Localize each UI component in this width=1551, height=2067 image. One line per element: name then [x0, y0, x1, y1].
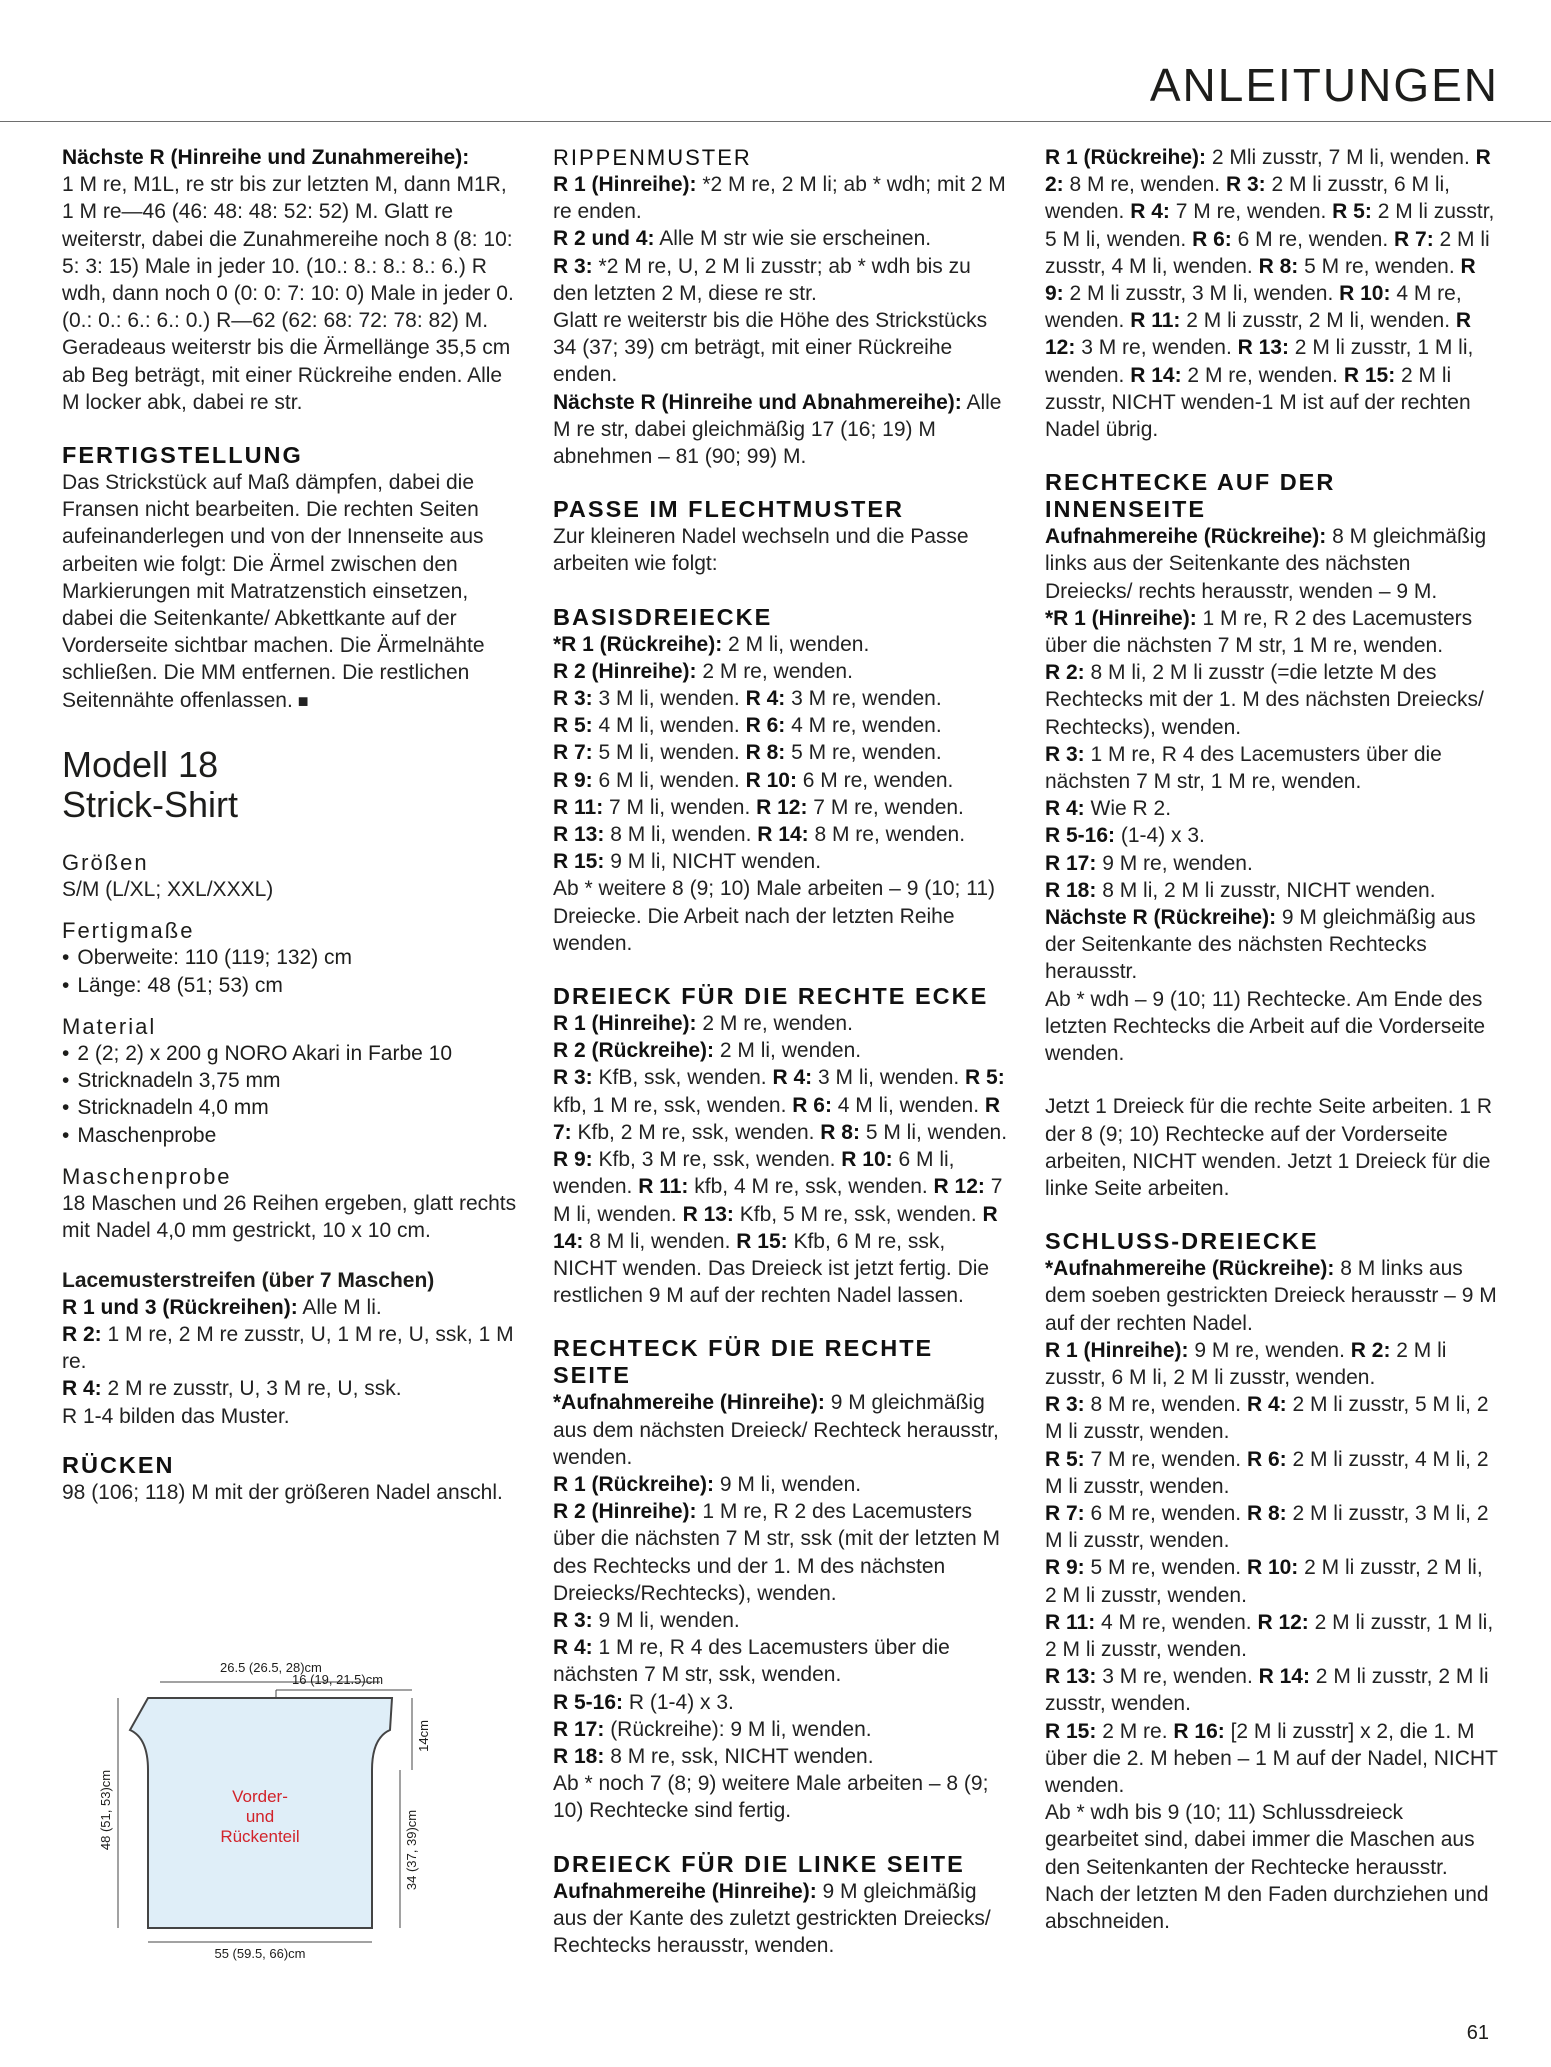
column-3 — [1045, 144, 1500, 1961]
row-label: *Aufnahmereihe (Rückreihe): — [1045, 1257, 1335, 1281]
material-block — [62, 1013, 517, 1149]
row-label: R 17: — [553, 1717, 605, 1741]
left-triangle-block — [553, 1851, 1008, 1960]
lace-heading: Lacemusterstreifen (über 7 Maschen) — [62, 1268, 435, 1292]
row-text: 8 M re, wenden. — [1084, 1393, 1247, 1417]
instruction-row — [1045, 904, 1500, 986]
rib-row-label: Nächste R (Hinreihe und Abnahmereihe): — [553, 390, 962, 414]
row-label: R 14: — [553, 1202, 998, 1253]
row-label: R 8: — [1246, 1501, 1287, 1525]
list-item: • Länge: 48 (51; 53) cm — [62, 972, 517, 999]
top-width-label: 26.5 (26.5, 28)cm — [220, 1660, 322, 1675]
row-text: 6 M li, wenden. — [553, 1148, 955, 1199]
right-rectangle-block — [553, 1335, 1008, 1824]
row-text: 2 M li zusstr, 1 M li, wenden. — [1045, 336, 1474, 387]
row-text: Kfb, 3 M re, ssk, wenden. — [592, 1148, 842, 1172]
row-label: R 12: — [933, 1175, 985, 1199]
section-title: ANLEITUNGEN — [1149, 59, 1499, 111]
inner-rectangles-block — [1045, 469, 1500, 1067]
sizes-heading: Größen — [62, 849, 149, 875]
rib-row-text: *2 M re, U, 2 M li zusstr; ab * wdh bis zu den letzten 2 M, diese re str. — [553, 254, 971, 305]
row-label: R 5: — [1045, 1447, 1085, 1471]
row-text: 5 M re, wenden. — [1298, 254, 1461, 278]
list-item: • Maschenprobe — [62, 1122, 517, 1149]
row-label: R 4: — [1130, 200, 1170, 224]
rib-heading: RIPPENMUSTER — [553, 145, 752, 170]
row-label: R 14: — [1258, 1665, 1310, 1689]
model-name: Strick-Shirt — [62, 783, 239, 825]
increase-row-text: 1 M re, M1L, re str bis zur letzten M, dann M1R, 1 M re—46 (46: 48: 48: 52: 52) M. Glatt re weiterstr, dabei die Zunahmereihe noch 8 (8: 10: 5: 3: 15) Male in jeder 10. (10.: 8.: 8.: 8.: 6.) R wdh, dann noch 0 (0: 0: 7: 10: 0) Male in jeder 0. (0.: 0.: 6.: 6.: 0.) R—62 (62: 68: 72: 78: 82) M. Geradeaus weiterstr bis die Ärmellänge 35,5 cm ab Beg beträgt, mit einer Rückreihe enden. Alle M locker abk, dabei re str. — [62, 173, 514, 414]
row-label: R 7: — [553, 741, 593, 765]
row-label: R 6: — [745, 714, 786, 738]
final-triangles-heading: SCHLUSS-DREIECKE — [1045, 1228, 1319, 1255]
row-text: 2 M li, wenden. — [722, 632, 870, 656]
instruction-row — [553, 658, 1008, 685]
row-label: R 15: — [1045, 1719, 1097, 1743]
row-text: R (1-4) x 3. — [623, 1690, 734, 1714]
instruction-row — [1045, 850, 1500, 877]
row-label: *R 1 (Hinreihe): — [1045, 606, 1197, 630]
back-heading: RÜCKEN — [62, 1451, 175, 1478]
row-text: 6 M re, wenden. — [1231, 227, 1395, 251]
row-text: (Rückreihe): 9 M li, wenden. — [604, 1717, 872, 1741]
row-label: R 16: — [1173, 1719, 1225, 1743]
row-label: R 5-16: — [553, 1690, 624, 1714]
row-text: 4 M li, wenden. — [831, 1093, 985, 1117]
row-label: R 1 (Rückreihe): — [553, 1472, 715, 1496]
yoke-heading: PASSE IM FLECHTMUSTER — [553, 496, 904, 523]
instruction-row — [553, 1037, 1008, 1064]
row-label: *Aufnahmereihe (Hinreihe): — [553, 1391, 825, 1415]
instruction-row — [1045, 877, 1500, 904]
instruction-row — [1045, 1255, 1500, 1337]
row-text: 2 M li zusstr, 2 M li, wenden. — [1180, 309, 1456, 333]
row-label: R 15: — [1343, 363, 1396, 387]
instruction-row — [1045, 795, 1500, 822]
row-label: R 12: — [1045, 309, 1472, 360]
row-text: 9 M li, NICHT wenden. — [604, 850, 822, 874]
row-text: 1 M re, R 4 des Lacemusters über die nächsten 7 M str, ssk, wenden. — [553, 1636, 950, 1687]
row-text: 8 M gleichmäßig links aus der Seitenkante des nächsten Dreiecks/ rechts herausstr, wenden – 9 M. — [1045, 525, 1487, 603]
row-text: 5 M re, wenden. — [1084, 1556, 1247, 1580]
row-text: 7 M li, wenden. — [553, 1175, 1003, 1226]
instruction-row — [1045, 1609, 1500, 1663]
row-label: R 9: — [553, 768, 593, 792]
row-label: R 5: — [965, 1066, 1005, 1090]
row-label: R 15: — [553, 850, 605, 874]
row-text: KfB, ssk, wenden. — [592, 1066, 773, 1090]
row-label: R 6: — [792, 1093, 832, 1117]
lace-row-text: 2 M re zusstr, U, 3 M re, U, ssk. — [101, 1377, 402, 1401]
inner-rectangles-heading: RECHTECKE AUF DER INNENSEITE — [1045, 469, 1336, 523]
back-block — [62, 1452, 517, 1506]
row-text: 7 M re, wenden. — [807, 795, 964, 819]
sleeve-increase-block — [62, 144, 517, 416]
row-label: R 2 (Hinreihe): — [553, 1500, 697, 1524]
gauge-block — [62, 1163, 517, 1245]
material-heading: Material — [62, 1013, 157, 1039]
row-text: 8 M li, wenden. — [604, 823, 758, 847]
lace-repeat-text: R 1-4 bilden das Muster. — [62, 1404, 290, 1428]
row-text: 6 M li, wenden. — [592, 768, 746, 792]
row-text: 7 M li, wenden. — [603, 795, 757, 819]
row-text: 1 M re, R 2 des Lacemusters über die nächsten 7 M str, 1 M re, wenden. — [1045, 606, 1473, 658]
instruction-row — [553, 767, 1008, 794]
row-text: 2 M li, wenden. — [714, 1039, 862, 1063]
bottom-label: 55 (59.5, 66)cm — [214, 1946, 306, 1961]
row-text: 8 M li, 2 M li zusstr, NICHT wenden. — [1096, 878, 1436, 902]
row-text: Ab * wdh – 9 (10; 11) Rechtecke. Am Ende des letzten Rechtecks die Arbeit auf die Vorderseite wenden. — [1045, 987, 1486, 1066]
row-label: R 6: — [1246, 1447, 1287, 1471]
row-label: R 14: — [757, 823, 809, 847]
row-label: R 6: — [1192, 227, 1232, 251]
row-label: R 4: — [1045, 797, 1085, 821]
row-text: Ab * noch 7 (8; 9) weitere Male arbeiten – 8 (9; 10) Rechtecke sind fertig. — [553, 1772, 989, 1823]
row-text: 6 M re, wenden. — [796, 768, 954, 792]
row-text: 9 M gleichmäßig aus der Seitenkante des nächsten Rechtecks herausstr. — [1045, 906, 1476, 984]
row-label: R 13: — [553, 823, 605, 847]
row-label: *R 1 (Rückreihe): — [553, 632, 723, 656]
row-text: kfb, 1 M re, ssk, wenden. — [553, 1093, 793, 1117]
instruction-row — [1045, 144, 1500, 443]
instruction-row — [553, 1634, 1008, 1688]
right-corner-heading: DREIECK FÜR DIE RECHTE ECKE — [553, 983, 989, 1010]
row-text: 9 M li, wenden. — [592, 1608, 740, 1632]
instruction-row — [1045, 986, 1500, 1068]
instruction-row — [553, 1471, 1008, 1498]
row-text: 2 M li zusstr, 4 M li, 2 M li zusstr, wenden. — [1045, 1447, 1489, 1498]
row-text: Ab * wdh bis 9 (10; 11) Schlussdreieck gearbeitet sind, dabei immer die Maschen aus den Seitenkanten der Rechtecke herausstr. Nach der letzten M den Faden durchziehen und abschneiden. — [1045, 1801, 1489, 1933]
row-text: 3 M re, wenden. — [1096, 1665, 1259, 1689]
row-label: R 7: — [553, 1093, 1001, 1144]
instruction-row — [553, 685, 1008, 712]
row-label: R 5: — [553, 714, 593, 738]
row-text: 2 M re, wenden. — [696, 659, 853, 683]
row-text: 8 M li, 2 M li zusstr (=die letzte M des Rechtecks mit der 1. M des nächsten Dreiecks/ Rechtecks), wenden. — [1045, 661, 1484, 739]
instruction-row — [553, 712, 1008, 739]
row-label: R 10: — [841, 1148, 893, 1172]
instruction-row — [1045, 659, 1500, 741]
row-label: R 7: — [1394, 227, 1434, 251]
row-text: 2 M li zusstr, 3 M li, wenden. — [1063, 282, 1340, 306]
finishing-heading: FERTIGSTELLUNG — [62, 442, 303, 469]
row-text: [2 M li zusstr] x 2, die 1. M über die 2. M heben – 1 M auf der Nadel, NICHT wenden. — [1045, 1719, 1498, 1797]
lace-row-text: 1 M re, 2 M re zusstr, U, 1 M re, U, ssk, 1 M re. — [62, 1322, 514, 1374]
armhole-label: 14cm — [416, 1720, 431, 1752]
row-text: 2 M li zusstr, 5 M li, wenden. — [1045, 200, 1495, 251]
lace-row-label: R 2: — [62, 1322, 102, 1346]
piece-label: und — [245, 1807, 275, 1826]
shoulder-label: 16 (19, 21.5)cm — [292, 1672, 384, 1687]
row-text: 3 M re, wenden. — [785, 687, 942, 711]
row-text: 8 M re, ssk, NICHT wenden. — [604, 1744, 874, 1768]
row-text: 2 M li zusstr, 6 M li, 2 M li zusstr, wenden. — [1045, 1338, 1447, 1389]
instruction-row — [553, 1689, 1008, 1716]
instruction-row — [553, 739, 1008, 766]
row-text: 1 M re, R 4 des Lacemusters über die nächsten 7 M str, 1 M re, wenden. — [1045, 742, 1442, 794]
rib-row-text: Alle M str wie sie erscheinen. — [654, 227, 932, 251]
model-title — [62, 745, 517, 825]
gauge-text: 18 Maschen und 26 Reihen ergeben, glatt rechts mit Nadel 4,0 mm gestrickt, 10 x 10 cm. — [62, 1192, 517, 1243]
right-corner-block — [553, 983, 1008, 1309]
instruction-row — [1045, 741, 1500, 795]
instruction-row — [1045, 1718, 1500, 1800]
row-label: R 1 (Rückreihe): — [1045, 146, 1207, 169]
row-text: 2 M li zusstr, NICHT wenden-1 M ist auf der rechten Nadel übrig. — [1045, 363, 1471, 442]
material-list — [62, 1040, 517, 1149]
list-item: • Stricknadeln 3,75 mm — [62, 1067, 517, 1094]
row-label: R 11: — [1045, 1610, 1096, 1634]
row-label: Aufnahmereihe (Rückreihe): — [1045, 525, 1327, 549]
piece-label: Rückenteil — [220, 1827, 300, 1846]
row-label: R 13: — [682, 1202, 734, 1226]
row-text: 5 M re, wenden. — [785, 741, 942, 765]
rib-text: Glatt re weiterstr bis die Höhe des Strickstücks 34 (37; 39) cm beträgt, mit einer Rückreihe enden. — [553, 309, 988, 387]
row-text: 4 M re, wenden. — [1095, 1610, 1258, 1634]
row-label: R 2 (Rückreihe): — [553, 1039, 715, 1063]
lace-row-label: R 1 und 3 (Rückreihen): — [62, 1295, 298, 1319]
instruction-row — [553, 848, 1008, 875]
instruction-row — [553, 1770, 1008, 1824]
left-triangle-heading: DREIECK FÜR DIE LINKE SEITE — [553, 1850, 965, 1877]
row-text: (1-4) x 3. — [1115, 824, 1205, 848]
row-text: 2 M li zusstr, 6 M li, wenden. — [1045, 173, 1450, 224]
row-text: 7 M re, wenden. — [1084, 1447, 1247, 1471]
rib-row-label: R 2 und 4: — [553, 227, 655, 251]
instruction-row — [553, 1878, 1008, 1960]
model-number: Modell 18 — [62, 743, 219, 785]
instruction-row — [553, 631, 1008, 658]
instruction-row — [1045, 1554, 1500, 1608]
finishing-text: Das Strickstück auf Maß dämpfen, dabei die Fransen nicht bearbeiten. Die rechten Seiten aufeinanderlegen und von der Innenseite aus arbeiten wie folgt: Die Ärmel zwischen den Markierungen mit Matratzenstich einsetzen, dabei die Seitenkante/ Abkettkante auf der Vorderseite sichtbar machen. Die Ärmelnähte schließen. Die MM entfernen. Die restlichen Seitennähte offenlassen. ■ — [62, 469, 517, 715]
row-label: R 3: — [553, 1608, 593, 1632]
lace-row-label: R 4: — [62, 1377, 102, 1401]
row-text: 9 M re, wenden. — [1188, 1338, 1351, 1362]
row-label: R 12: — [1257, 1610, 1309, 1634]
row-text: 2 M re. — [1096, 1719, 1174, 1743]
row-label: R 13: — [1045, 1665, 1097, 1689]
instruction-row — [1045, 1337, 1500, 1391]
rib-row-text: *2 M re, 2 M li; ab * wdh; mit 2 M re enden. — [553, 173, 1006, 224]
lace-block — [62, 1267, 517, 1430]
yoke-block — [553, 496, 1008, 577]
row-label: R 2: — [1045, 146, 1491, 197]
instruction-row — [553, 1743, 1008, 1770]
row-text: 4 M re, wenden. — [1045, 282, 1462, 333]
row-text: 7 M re, wenden. — [1169, 200, 1333, 224]
row-text: Wie R 2. — [1084, 797, 1172, 821]
row-text: 2 M li zusstr, 4 M li, wenden. — [1045, 227, 1490, 278]
measurements-heading: Fertigmaße — [62, 918, 195, 944]
row-text: 9 M gleichmäßig aus der Kante des zuletzt gestrickten Dreiecks/ Rechtecks herausstr, wenden. — [553, 1879, 991, 1957]
sizes-block — [62, 849, 517, 903]
row-label: R 3: — [553, 687, 593, 711]
row-label: R 18: — [1045, 878, 1097, 902]
row-label: R 11: — [638, 1175, 689, 1199]
row-label: R 8: — [820, 1120, 860, 1144]
instruction-row — [553, 1607, 1008, 1634]
row-label: R 15: — [736, 1229, 788, 1253]
row-text: 8 M re, wenden. — [1063, 173, 1226, 197]
row-label: R 8: — [745, 741, 786, 765]
row-text: 9 M li, wenden. — [714, 1472, 862, 1496]
yoke-text: Zur kleineren Nadel wechseln und die Passe arbeiten wie folgt: — [553, 525, 969, 576]
row-text: 1 M re, R 2 des Lacemusters über die nächsten 7 M str, ssk (mit der letzten M des Rechtecks und der 1. M des nächsten Dreiecks/Rechtecks), wenden. — [553, 1500, 1001, 1605]
row-text: 2 M li zusstr, 3 M li, 2 M li zusstr, wenden. — [1045, 1501, 1489, 1553]
measurements-block — [62, 917, 517, 999]
row-label: R 3: — [1045, 1393, 1085, 1417]
row-label: R 3: — [1045, 742, 1085, 766]
row-label: R 3: — [553, 1066, 593, 1090]
rib-row-label: R 1 (Hinreihe): — [553, 173, 697, 196]
instruction-row — [1045, 1799, 1500, 1935]
instruction-row — [553, 821, 1008, 848]
row-text: 2 M re, wenden. — [696, 1012, 853, 1036]
row-label: R 13: — [1237, 336, 1289, 360]
page-number: 61 — [1466, 2022, 1489, 2044]
row-label: R 1 (Hinreihe): — [553, 1012, 697, 1036]
instruction-row — [553, 1716, 1008, 1743]
column-2 — [553, 144, 1008, 1985]
instruction-row — [1045, 1663, 1500, 1717]
list-item: • 2 (2; 2) x 200 g NORO Akari in Farbe 10 — [62, 1040, 517, 1067]
row-text: 5 M li, wenden. — [592, 741, 746, 765]
instruction-row — [1045, 605, 1500, 659]
rib-row-text: Alle M re str, dabei gleichmäßig 17 (16; 19) M abnehmen – 81 (90; 99) M. — [553, 390, 1002, 469]
row-label: R 4: — [553, 1636, 593, 1660]
base-triangles-block — [553, 604, 1008, 957]
instruction-row — [1045, 1500, 1500, 1554]
row-label: R 2: — [1350, 1338, 1391, 1362]
list-item: • Oberweite: 110 (119; 132) cm — [62, 944, 517, 971]
instruction-row — [1045, 1446, 1500, 1500]
row-label: R 4: — [772, 1066, 813, 1090]
instruction-row — [553, 1498, 1008, 1607]
row-label: R 4: — [1246, 1393, 1287, 1417]
row-text: Kfb, 2 M re, ssk, wenden. — [571, 1120, 821, 1144]
row-label: R 9: — [553, 1148, 593, 1172]
row-text: 4 M li, wenden. — [592, 714, 746, 738]
measurements-list — [62, 944, 517, 998]
row-label: Aufnahmereihe (Hinreihe): — [553, 1879, 817, 1903]
row-label: R 7: — [1045, 1501, 1085, 1525]
instruction-row — [553, 1389, 1008, 1471]
row-label: R 12: — [756, 795, 808, 819]
right-rectangle-heading: RECHTECK FÜR DIE RECHTE SEITE — [553, 1335, 934, 1389]
piece-label: Vorder- — [232, 1787, 288, 1806]
rib-block — [553, 144, 1008, 470]
instruction-row — [553, 875, 1008, 957]
row-label: R 9: — [1045, 1556, 1085, 1580]
row-text: 2 M li zusstr, 2 M li, 2 M li zusstr, wenden. — [1045, 1556, 1483, 1607]
row-label: R 2: — [1045, 661, 1085, 685]
row-label: R 5: — [1332, 200, 1372, 224]
finishing-block — [62, 442, 517, 715]
instruction-row — [1045, 1391, 1500, 1445]
row-text: 3 M re, wenden. — [1075, 336, 1238, 360]
row-text: 8 M links aus dem soeben gestrickten Dreieck herausstr – 9 M auf der rechten Nadel. — [1045, 1257, 1497, 1335]
row-text: 4 M re, wenden. — [785, 714, 942, 738]
row-text: 2 Mli zusstr, 7 M li, wenden. — [1206, 146, 1476, 169]
row-label: R 9: — [1045, 254, 1476, 306]
header-divider — [0, 121, 1551, 122]
row-text: 2 M li zusstr, 5 M li, 2 M li zusstr, wenden. — [1045, 1393, 1489, 1444]
instruction-row — [553, 794, 1008, 821]
row-label: R 8: — [1258, 254, 1299, 278]
row-text: 2 M li zusstr, 1 M li, 2 M li zusstr, wenden. — [1045, 1610, 1494, 1661]
row-text: 5 M li, wenden. — [859, 1120, 1008, 1144]
side-label: 34 (37, 39)cm — [404, 1809, 419, 1891]
continue-block — [1045, 1093, 1500, 1202]
continue-text: Jetzt 1 Dreieck für die rechte Seite arbeiten. 1 R der 8 (9; 10) Rechtecke auf der Vorderseite arbeiten, NICHT wenden. Jetzt 1 Dreieck für die linke Seite arbeiten. — [1045, 1095, 1493, 1200]
row-label: R 5-16: — [1045, 824, 1116, 848]
length-label: 48 (51, 53)cm — [98, 1769, 113, 1851]
row-label: R 18: — [553, 1744, 605, 1768]
row-text: Kfb, 6 M re, ssk, NICHT wenden. Das Dreieck ist jetzt fertig. Die restlichen 9 M auf der rechten Nadel lassen. — [553, 1229, 990, 1308]
row-label: R 11: — [1130, 309, 1181, 333]
schematic-diagram — [100, 1660, 440, 1960]
row-label: R 3: — [1225, 173, 1266, 197]
row-text: 8 M re, wenden. — [808, 823, 966, 847]
left-triangle-rows-block — [1045, 144, 1500, 443]
row-text: 6 M re, wenden. — [1084, 1501, 1247, 1525]
row-label: R 10: — [745, 768, 797, 792]
row-label: R 11: — [553, 795, 604, 819]
row-text: 9 M gleichmäßig aus dem nächsten Dreieck/ Rechteck herausstr, wenden. — [553, 1391, 999, 1469]
row-text: kfb, 4 M re, ssk, wenden. — [688, 1175, 934, 1199]
row-label: R 14: — [1130, 363, 1182, 387]
instruction-row — [553, 1064, 1008, 1309]
instruction-row — [553, 1010, 1008, 1037]
row-label: R 10: — [1246, 1556, 1299, 1580]
row-text: 2 M re, wenden. — [1181, 363, 1344, 387]
row-label: R 10: — [1339, 282, 1391, 306]
row-text: 3 M li, wenden. — [592, 687, 746, 711]
row-text: Ab * weitere 8 (9; 10) Male arbeiten – 9 (10; 11) Dreiecke. Die Arbeit nach der letzten Reihe wenden. — [553, 877, 996, 955]
rib-row-label: R 3: — [553, 254, 593, 278]
row-text: 9 M re, wenden. — [1096, 851, 1253, 875]
row-label: R 4: — [745, 687, 786, 711]
row-text: 8 M li, wenden. — [583, 1229, 737, 1253]
row-text: 2 M li zusstr, 2 M li zusstr, wenden. — [1045, 1665, 1489, 1716]
row-label: R 1 (Hinreihe): — [1045, 1338, 1189, 1362]
instruction-row — [1045, 822, 1500, 849]
row-label: R 2 (Hinreihe): — [553, 659, 697, 683]
back-text: 98 (106; 118) M mit der größeren Nadel anschl. — [62, 1480, 503, 1504]
column-1 — [62, 144, 517, 1506]
row-label: R 17: — [1045, 851, 1097, 875]
row-text: Kfb, 5 M re, ssk, wenden. — [733, 1202, 983, 1226]
lace-row-text: Alle M li. — [297, 1295, 382, 1319]
final-triangles-block — [1045, 1228, 1500, 1935]
base-triangles-heading: BASISDREIECKE — [553, 603, 773, 630]
instruction-row — [1045, 523, 1500, 605]
row-text: 3 M li, wenden. — [812, 1066, 966, 1090]
sizes-text: S/M (L/XL; XXL/XXXL) — [62, 878, 274, 902]
row-label: Nächste R (Rückreihe): — [1045, 906, 1277, 930]
list-item: • Stricknadeln 4,0 mm — [62, 1094, 517, 1121]
increase-row-heading: Nächste R (Hinreihe und Zunahmereihe): — [62, 146, 470, 169]
gauge-heading: Maschenprobe — [62, 1163, 232, 1189]
